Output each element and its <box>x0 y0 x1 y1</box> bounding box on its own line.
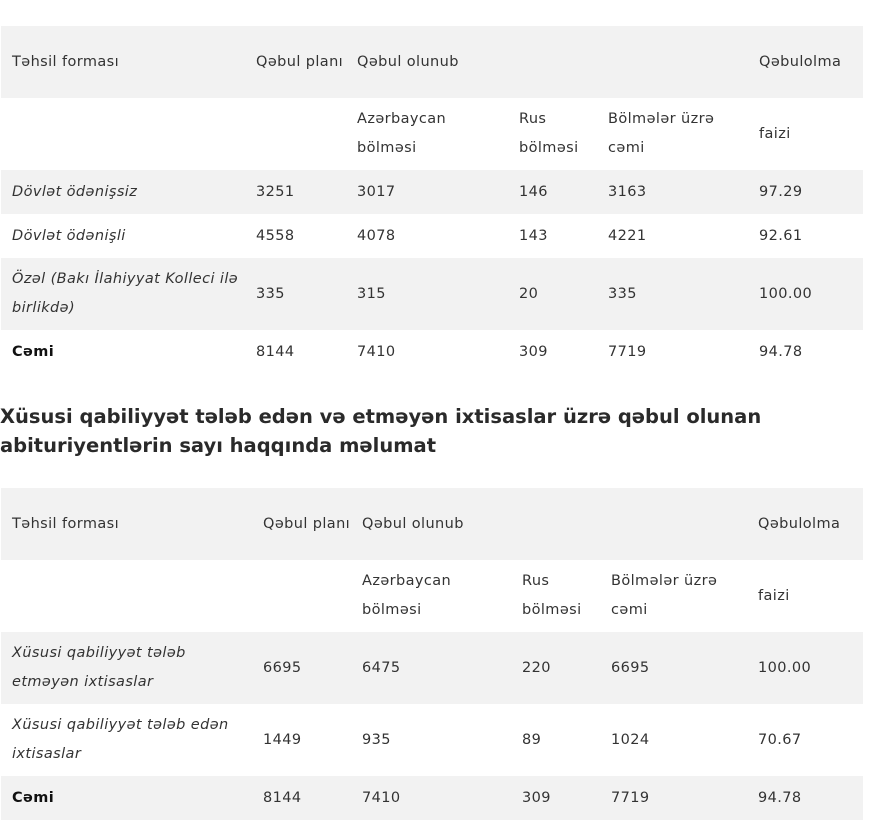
cell-plan: 1449 <box>263 731 302 748</box>
table-subheader-row <box>1 560 863 632</box>
cell-ru: 220 <box>511 632 600 704</box>
cell-az: 935 <box>362 731 391 748</box>
cell-ru: 89 <box>522 731 542 748</box>
cell-plan: 8144 <box>252 776 351 820</box>
table-header-row <box>1 488 863 560</box>
row-label: Cəmi <box>12 343 55 360</box>
row-label: Dövlət ödənişli <box>12 227 126 244</box>
header-azerbaijani-section: Azərbaycan bölməsi <box>362 573 452 618</box>
cell-az: 7410 <box>357 343 396 360</box>
cell-ru: 143 <box>519 227 548 244</box>
cell-az: 7410 <box>351 776 511 820</box>
cell-total: 335 <box>597 258 748 330</box>
cell-total: 7719 <box>608 343 647 360</box>
cell-az: 3017 <box>346 170 508 214</box>
header-rate-percent: faizi <box>759 125 791 142</box>
cell-az: 4078 <box>357 227 396 244</box>
header-admission-plan: Qəbul planı <box>245 26 346 98</box>
header-sections-total: Bölmələr üzrə cəmi <box>611 573 718 618</box>
cell-total: 1024 <box>611 731 650 748</box>
section-title: Xüsusi qabiliyyət tələb edən və etməyən ixtisaslar üzrə qəbul olunan abituriyentlərin sayı haqqında məlumat <box>0 405 762 457</box>
table-row <box>1 704 863 776</box>
table-total-row <box>1 776 863 820</box>
cell-plan: 335 <box>245 258 346 330</box>
table-total-row <box>1 330 863 374</box>
header-sections-total: Bölmələr üzrə cəmi <box>608 111 715 156</box>
header-azerbaijani-section: Azərbaycan bölməsi <box>357 111 447 156</box>
header-admission-rate: Qəbulolma <box>747 488 863 560</box>
header-admitted: Qəbul olunub <box>346 26 748 98</box>
cell-plan: 6695 <box>252 632 351 704</box>
table-row <box>1 170 863 214</box>
cell-ru: 309 <box>519 343 548 360</box>
cell-plan: 8144 <box>256 343 295 360</box>
row-label: Xüsusi qabiliyyət tələb etməyən ixtisaslar <box>1 632 252 704</box>
cell-rate: 94.78 <box>747 776 863 820</box>
header-admitted: Qəbul olunub <box>351 488 747 560</box>
cell-plan: 4558 <box>256 227 295 244</box>
row-label: Xüsusi qabiliyyət tələb edən ixtisaslar <box>12 717 229 762</box>
table-row <box>1 258 863 330</box>
cell-az: 315 <box>346 258 508 330</box>
cell-ru: 146 <box>508 170 597 214</box>
cell-total: 7719 <box>600 776 747 820</box>
header-education-form: Təhsil forması <box>1 26 245 98</box>
table-row <box>1 214 863 258</box>
cell-rate: 70.67 <box>758 731 802 748</box>
row-label: Cəmi <box>1 776 252 820</box>
table-row <box>1 632 863 704</box>
cell-total: 6695 <box>600 632 747 704</box>
table-header-row <box>1 26 863 98</box>
cell-ru: 20 <box>508 258 597 330</box>
cell-rate: 100.00 <box>748 258 863 330</box>
cell-plan: 3251 <box>245 170 346 214</box>
cell-rate: 97.29 <box>748 170 863 214</box>
admission-table-by-special-ability <box>1 488 863 820</box>
row-label: Özəl (Bakı İlahiyyat Kolleci ilə birlikdə) <box>1 258 245 330</box>
cell-rate: 94.78 <box>759 343 803 360</box>
header-admission-plan: Qəbul planı <box>252 488 351 560</box>
cell-rate: 92.61 <box>759 227 803 244</box>
header-russian-section: Rus bölməsi <box>519 111 579 156</box>
header-education-form: Təhsil forması <box>1 488 252 560</box>
cell-az: 6475 <box>351 632 511 704</box>
table-subheader-row <box>1 98 863 170</box>
cell-ru: 309 <box>511 776 600 820</box>
header-russian-section: Rus bölməsi <box>522 573 582 618</box>
cell-rate: 100.00 <box>747 632 863 704</box>
cell-total: 3163 <box>597 170 748 214</box>
cell-total: 4221 <box>608 227 647 244</box>
admission-table-by-education-form <box>1 26 863 374</box>
header-admission-rate: Qəbulolma <box>748 26 863 98</box>
header-rate-percent: faizi <box>758 587 790 604</box>
row-label: Dövlət ödənişsiz <box>1 170 245 214</box>
